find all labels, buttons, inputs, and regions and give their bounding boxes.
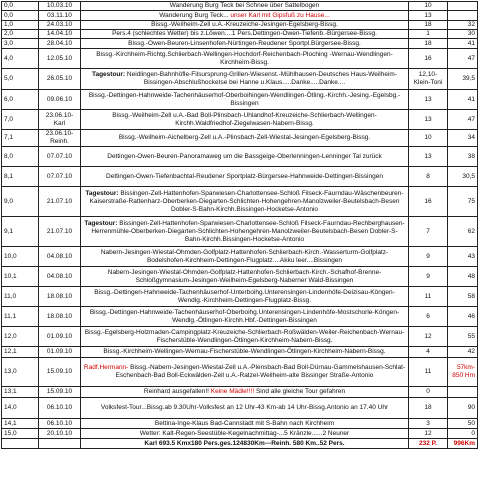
cell-route-description[interactable] [81, 287, 409, 307]
cell-route-description[interactable] [81, 358, 409, 387]
cell-participant-count[interactable]: 1 [409, 30, 448, 39]
table-row [2, 49, 491, 69]
spacer-cell [478, 347, 491, 358]
route-text-segment: Bissingen-Zell-Hattenhofen-Sparwiesen-Charlottensee-Schloß Filseck-Faurndau-Rechberghausen-Herrenmühle-Oberberken-Diegarten-Schlichten-Hohengehren-Manolzweiler-Beutelsbach-Besen Dobler-S-Bahn-Kirchh.Bissingen-Hocketse-Antonio [91, 219, 405, 243]
spacer-cell [478, 287, 491, 307]
cell-tour-number[interactable]: 9,0 [2, 187, 39, 217]
cell-participant-count[interactable]: 18 [409, 21, 448, 30]
table-row [2, 2, 491, 11]
tour-log-table [1, 1, 491, 449]
cell-participant-count[interactable]: 12,10-Klein-Toni [409, 69, 448, 90]
cell-tour-number[interactable]: 7,0 [2, 110, 39, 130]
route-text-segment: Neidlingen-Bahnhöfle-Filsursprung-Grillen-Wiesenst.-Mühlhausen-Deutsches Haus-Weilheim-Bissingen-Abschlußhocketse bei Hanne u.Klaus.....Danke.....Danke.... [126, 71, 398, 86]
cell-tour-number[interactable]: 10,1 [2, 267, 39, 287]
cell-kilometers[interactable]: 38 [448, 147, 478, 167]
cell-route-description[interactable] [81, 307, 409, 327]
cell-kilometers[interactable]: 42 [448, 347, 478, 358]
cell-date[interactable]: 18.08.10 [39, 307, 81, 327]
spacer-cell [478, 147, 491, 167]
table-row [2, 110, 491, 130]
cell-route-description[interactable] [81, 49, 409, 69]
cell-participant-count[interactable]: 10 [409, 130, 448, 147]
totals-empty-cell [2, 439, 39, 449]
cell-date[interactable]: 15.09.10 [39, 358, 81, 387]
cell-kilometers[interactable]: 39,5 [448, 69, 478, 90]
cell-kilometers[interactable]: 47 [448, 110, 478, 130]
cell-tour-number[interactable]: 14,1 [2, 419, 39, 429]
cell-kilometers[interactable] [448, 2, 478, 11]
cell-participant-count[interactable]: 18 [409, 398, 448, 419]
cell-tour-number[interactable]: 0,0 [2, 2, 39, 11]
cell-tour-number[interactable]: 11,0 [2, 287, 39, 307]
cell-route-description[interactable] [81, 247, 409, 267]
cell-kilometers[interactable]: 32 [448, 21, 478, 30]
table-row [2, 347, 491, 358]
cell-tour-number[interactable]: 13,0 [2, 358, 39, 387]
spacer-cell [478, 30, 491, 39]
route-text-segment: Bissg.-Kirchheim-Richtg.Schlierbach-Wellingen-Hochdorf-Reichenbach-Ploching -Wernau-Wendlingen-Kirchheim-Bissg. [96, 50, 393, 66]
cell-participant-count[interactable]: 10 [409, 2, 448, 11]
cell-tour-number[interactable]: 7,1 [2, 130, 39, 147]
cell-kilometers[interactable]: 30 [448, 30, 478, 39]
table-row [2, 11, 491, 21]
cell-participant-count[interactable]: 7 [409, 217, 448, 247]
cell-participant-count[interactable]: 13 [409, 110, 448, 130]
table-row [2, 147, 491, 167]
table-row [2, 167, 491, 187]
route-text-segment: Bissg.-Weilheim-Zell u.A.-Bad Boll-Plinsbach-Uhlandhof-Kreuzeiche-Schlierbach-Wellingen-Kirchh.Waldfriedhof-Ziegelwasen-Nabern-Bissg. [112, 111, 377, 127]
cell-date[interactable]: 01.09.10 [39, 347, 81, 358]
cell-date[interactable]: 26.05.10 [39, 69, 81, 90]
cell-date[interactable]: 20.10.10 [39, 429, 81, 439]
cell-participant-count[interactable]: 9 [409, 267, 448, 287]
cell-participant-count[interactable]: 6 [409, 307, 448, 327]
route-text-segment: Wetter: Kalt-Regen-Seestüble-Kegelnachmittag-...5 Kränzle......2 Neuner [139, 429, 350, 437]
cell-kilometers[interactable]: 41 [448, 39, 478, 49]
route-text-segment: Sind alle gleiche Tour gefahren [255, 388, 346, 395]
cell-participant-count[interactable]: 8 [409, 167, 448, 187]
cell-participant-count[interactable]: 12 [409, 327, 448, 347]
spacer-cell [478, 247, 491, 267]
cell-date[interactable]: 01.09.10 [39, 327, 81, 347]
table-row [2, 267, 491, 287]
table-row [2, 429, 491, 439]
cell-tour-number[interactable]: 3,0 [2, 39, 39, 49]
cell-kilometers[interactable]: 48 [448, 267, 478, 287]
route-text-segment: Wanderung Burg Teck... [159, 11, 229, 19]
route-text-segment: Bissg.-Dettingen-Hahnweide-Tachenhäuserhof-Unterboihg.Unterensingen-Lindenhöfe-Deizisau-Köngen-Wendlg.-Kirchheim-Dettingen-Flugplatz-Bissg. [94, 288, 395, 304]
spacer-cell [478, 130, 491, 147]
table-row [2, 398, 491, 419]
cell-route-description[interactable] [81, 187, 409, 217]
cell-route-description[interactable] [81, 267, 409, 287]
cell-kilometers[interactable]: 50 [448, 419, 478, 429]
cell-participant-count[interactable]: 13 [409, 11, 448, 21]
spacer-cell [478, 2, 491, 11]
cell-participant-count[interactable]: 12 [409, 429, 448, 439]
cell-tour-number[interactable]: 9,1 [2, 217, 39, 247]
cell-kilometers[interactable] [448, 11, 478, 21]
cell-kilometers[interactable]: 43 [448, 247, 478, 267]
spacer-cell [478, 21, 491, 30]
spacer-cell [478, 419, 491, 429]
spacer-cell [478, 69, 491, 90]
cell-date[interactable]: 24.03.10 [39, 21, 81, 30]
route-text-segment: Bissg.-Weilheim-Aichelberg-Zell u.A.-Plinsbach-Zell-Wiestal-Jesingen-Egelsberg-Bissg. [118, 134, 371, 141]
cell-date[interactable]: 21.07.10 [39, 187, 81, 217]
table-body [2, 2, 491, 449]
route-text-segment: Bissg.-Owen-Beuren-Linsenhofen-Nürtingen-Reudener Sportpl.Bürgersee-Bissg. [128, 39, 361, 47]
cell-kilometers[interactable]: 47 [448, 49, 478, 69]
cell-participant-count[interactable]: 11 [409, 287, 448, 307]
cell-tour-number[interactable]: 1,0 [2, 21, 39, 30]
spacer-cell [478, 327, 491, 347]
route-text-segment: Bissg.-Kirchheim-Wellingen-Wernau-Fischerstüble-Wendlingen-Ötlingen-Kirchheim-Nabern-Bissg. [103, 348, 386, 355]
route-text-segment: Bissg.-Nabern-Jesingen-Wiestal-Zell u.A.-Plensbach-Bad Boll-Dürnau-Gammelshausen-Schlat-Eschenbach-Bad Boll-Eckwälden-Zell u.A.-Ratzel-Weilheim-alte Bissinger Straße-Antonio [115, 364, 406, 379]
cell-kilometers[interactable]: 55 [448, 327, 478, 347]
route-text-segment: Bissg.-Dettingen-Hahnweide-Tachenhäuserhof-Oberboihg.Unterensingen-Lindenhöfe-Mostschorle-Köngen-Wendlg.-Ötlingen-Kirchh.Hbf.-Dettingen-Bissingen [89, 308, 400, 324]
table-row [2, 130, 491, 147]
spacer-cell [478, 187, 491, 217]
cell-participant-count[interactable]: 9 [409, 247, 448, 267]
cell-date[interactable]: 28.04.10 [39, 39, 81, 49]
cell-participant-count[interactable]: 13 [409, 147, 448, 167]
table-row [2, 327, 491, 347]
cell-route-description[interactable] [81, 217, 409, 247]
route-text-segment: Nabern-Jesingen-Wiestal-Ohmden-Golfplatz-Hattenhofen-Schlierbach-Kirch.-Wasserturm-Golfplatz-Bodelshofen-Kirchheim-Dettingen-Flugplatz....Akku leer....Bissingen [100, 248, 389, 264]
route-text-segment: Dettingen-Owen-Tiefenbachtal-Reudener Sportplatz-Bürgersee-Hahnweide-Dettingen-Bissingen [106, 172, 383, 180]
cell-tour-number[interactable]: 8,0 [2, 147, 39, 167]
spreadsheet [1, 1, 490, 449]
cell-tour-number[interactable]: 6,0 [2, 90, 39, 110]
cell-participant-count[interactable]: 0 [409, 387, 448, 398]
cell-route-description[interactable] [81, 110, 409, 130]
route-text-segment: Tagestour: [84, 219, 118, 227]
totals-persons[interactable]: 232 P. [409, 439, 448, 449]
spacer-cell [478, 110, 491, 130]
table-row [2, 419, 491, 429]
cell-date[interactable]: 04.08.10 [39, 267, 81, 287]
cell-tour-number[interactable]: 5,0 [2, 69, 39, 90]
cell-kilometers[interactable]: 90 [448, 398, 478, 419]
route-text-segment: Nabern-Jesingen-Wiestal-Ohmden-Golfplatz-Hattenhofen-Schlierbach-Kirch.-Schafhof-Brenne-Schloßgymnasium-Jesingen-Weilheim-Egelsberg-Naberner Wald-Bissingen [107, 268, 382, 284]
cell-kilometers[interactable]: 58 [448, 287, 478, 307]
cell-route-description[interactable] [81, 429, 409, 439]
cell-date[interactable]: 23.06.10-Reinh. [39, 130, 81, 147]
cell-route-description[interactable] [81, 130, 409, 147]
spacer-cell [478, 167, 491, 187]
cell-participant-count[interactable]: 11 [409, 358, 448, 387]
totals-kilometers[interactable]: 996Km [448, 439, 478, 449]
cell-kilometers[interactable]: 0 [448, 429, 478, 439]
cell-date[interactable]: 04.08.10 [39, 247, 81, 267]
cell-tour-number[interactable]: 8,1 [2, 167, 39, 187]
route-text-segment: Bissg.-Dettingen-Hahnweide-Tachenhäuserhof-Oberboihingen-Wendlingen-Ötling.-Kirchh.-Jesing.-Egelsbg.-Bissingen [88, 91, 401, 107]
route-text-segment: Bissg.-Weilheim-Zell u.A.-Kreuzeiche-Jesingen-Egelsberg-Bissg. [151, 21, 338, 28]
cell-participant-count[interactable]: 16 [409, 49, 448, 69]
cell-date[interactable]: 03.11.10 [39, 11, 81, 21]
cell-date[interactable]: 06.10.10 [39, 398, 81, 419]
cell-route-description[interactable] [81, 69, 409, 90]
spacer-cell [478, 267, 491, 287]
table-row [2, 30, 491, 39]
cell-kilometers[interactable]: 30,5 [448, 167, 478, 187]
route-text-segment: Volksfest-Tour...Bissg.ab 9.30Uhr-Volksfest an 12 Uhr-43 Km-ab 14 Uhr-Bissg.Antonio an 17.40 Uhr [100, 404, 389, 411]
table-row [2, 90, 491, 110]
totals-text[interactable]: Karl 693.5 Kmx180 Pers.ges.124830Km---Reinh. 580 Km..52 Pers. [81, 439, 409, 449]
cell-tour-number[interactable]: 2,0 [2, 30, 39, 39]
route-text-segment: Radf.Hermann- [83, 364, 129, 371]
cell-route-description[interactable] [81, 167, 409, 187]
cell-tour-number[interactable]: 0,0 [2, 11, 39, 21]
totals-row [2, 439, 491, 449]
cell-kilometers[interactable]: 75 [448, 187, 478, 217]
cell-tour-number[interactable]: 10,0 [2, 247, 39, 267]
cell-kilometers[interactable]: 41 [448, 90, 478, 110]
cell-date[interactable]: 07.07.10 [39, 167, 81, 187]
cell-participant-count[interactable]: 16 [409, 187, 448, 217]
cell-tour-number[interactable]: 4,0 [2, 49, 39, 69]
table-row [2, 187, 491, 217]
cell-participant-count[interactable]: 13 [409, 90, 448, 110]
cell-date[interactable]: 18.08.10 [39, 287, 81, 307]
spacer-cell [478, 398, 491, 419]
cell-route-description[interactable] [81, 419, 409, 429]
cell-date[interactable]: 09.06.10 [39, 90, 81, 110]
cell-route-description[interactable] [81, 327, 409, 347]
cell-route-description[interactable] [81, 21, 409, 30]
cell-date[interactable]: 07.07.10 [39, 147, 81, 167]
cell-route-description[interactable] [81, 398, 409, 419]
table-row [2, 39, 491, 49]
spacer-cell [478, 49, 491, 69]
table-row [2, 247, 491, 267]
cell-participant-count[interactable]: 18 [409, 39, 448, 49]
cell-kilometers[interactable] [448, 387, 478, 398]
route-text-segment: Keine Mädle!!!! [210, 388, 255, 395]
cell-route-description[interactable] [81, 347, 409, 358]
cell-route-description[interactable] [81, 30, 409, 39]
cell-participant-count[interactable]: 4 [409, 347, 448, 358]
cell-date[interactable]: 10.03.10 [39, 2, 81, 11]
table-row [2, 287, 491, 307]
spacer-cell [478, 90, 491, 110]
spacer-cell [478, 387, 491, 398]
spacer-cell [478, 307, 491, 327]
cell-route-description[interactable] [81, 11, 409, 21]
table-row [2, 307, 491, 327]
cell-date[interactable]: 12.05.10 [39, 49, 81, 69]
table-row [2, 387, 491, 398]
cell-participant-count[interactable]: 3 [409, 419, 448, 429]
route-text-segment: Tagestour: [91, 71, 126, 78]
cell-kilometers[interactable]: 46 [448, 307, 478, 327]
spacer-cell [478, 39, 491, 49]
cell-kilometers[interactable]: 62 [448, 217, 478, 247]
table-row [2, 21, 491, 30]
route-text-segment: Dettingen-Owen-Beuren-Panoramaweg um die Bassgeige-Oberlenningen-Lenninger Tal zurück [107, 152, 382, 160]
spacer-cell [478, 358, 491, 387]
table-row [2, 358, 491, 387]
route-text-segment: unser Karl mit Gipsfuß zu Hause... [230, 11, 330, 19]
cell-kilometers[interactable]: 34 [448, 130, 478, 147]
cell-date[interactable]: 23.06.10-Karl [39, 110, 81, 130]
spacer-cell [478, 11, 491, 21]
table-row [2, 69, 491, 90]
route-text-segment: Bissg.-Egelsberg-Holzmaden-Campingplatz-Kreuzeiche-Schlierbach-Roßwälden-Weiler-Reichenbach-Wernau-Fischerstüble-Wendlingen-Ötlingen-Kirchheim-Nabern-Bissg. [84, 328, 405, 344]
spacer-cell [478, 439, 491, 449]
cell-tour-number[interactable]: 12,1 [2, 347, 39, 358]
cell-date[interactable]: 06.10.10 [39, 419, 81, 429]
cell-tour-number[interactable]: 14,0 [2, 398, 39, 419]
cell-route-description[interactable] [81, 2, 409, 11]
cell-route-description[interactable] [81, 39, 409, 49]
cell-tour-number[interactable]: 13,1 [2, 387, 39, 398]
route-text-segment: Bissingen-Zell-Hattenhofen-Sparwiesen-Charlottensee-Schloß Filseck-Faurndau-Wäschenbeuren-Kaiserstraße-Rattenharz-Oberberken-Diegarten-Schlichten-Hohengehren-Manolzweiler-Beutelsbach-Besen Dobler-S-Bahn-Kirchh.Bissingen-Hocketse-Antonio [89, 189, 404, 213]
cell-date[interactable]: 21.07.10 [39, 217, 81, 247]
cell-tour-number[interactable]: 15,0 [2, 429, 39, 439]
cell-route-description[interactable] [81, 387, 409, 398]
route-text-segment: Pers.4 (schlechtes Wetter) bis z.Löwen....1 Pers.Dettingen-Owen-Tiefenb.-Bürgersee-Bissg. [112, 30, 377, 37]
cell-tour-number[interactable]: 12,0 [2, 327, 39, 347]
route-text-segment: Reinhard ausgefallen!! [143, 388, 209, 395]
cell-route-description[interactable] [81, 90, 409, 110]
cell-kilometers[interactable]: 57km-850 Hm [448, 358, 478, 387]
cell-date[interactable]: 14.04.10 [39, 30, 81, 39]
totals-empty-cell [39, 439, 81, 449]
spacer-cell [478, 429, 491, 439]
cell-tour-number[interactable]: 11,1 [2, 307, 39, 327]
table-row [2, 217, 491, 247]
spacer-cell [478, 217, 491, 247]
cell-route-description[interactable] [81, 147, 409, 167]
route-text-segment: Wanderung Burg Teck bei Schnee über Sattelbogen [169, 2, 320, 9]
cell-date[interactable]: 15.09.10 [39, 387, 81, 398]
route-text-segment: Bettina-Inge-Klaus Bad-Cannstadt mit S-Bahn nach Kirchheim [154, 419, 335, 427]
route-text-segment: Tagestour: [85, 189, 119, 197]
